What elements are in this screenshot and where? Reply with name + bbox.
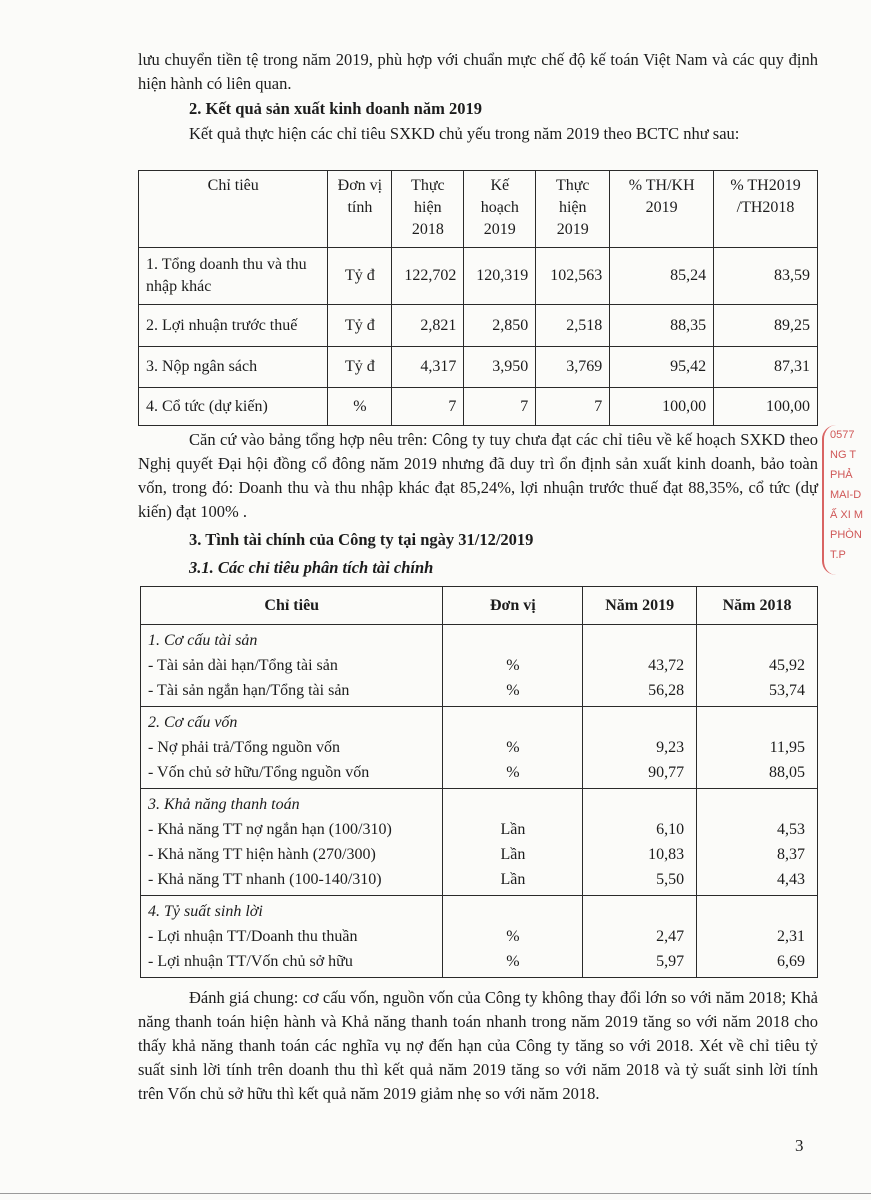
cell-value: 100,00 [610,388,714,426]
col-header-th-kh: % TH/KH 2019 [610,171,714,248]
stamp-line: T.P [830,549,846,561]
col-header-chi-tieu: Chỉ tiêu [139,171,328,248]
row-label: - Khả năng TT nhanh (100-140/310) [148,871,382,888]
table-row-group-co-cau-von [141,707,818,789]
group-cell-label [141,707,443,789]
cell-value: 2,850 [464,305,536,347]
row-label: - Nợ phải trả/Tổng nguồn vốn [148,739,340,756]
table-header-row [139,171,818,248]
cell-value: 56,28 [648,682,685,699]
table-row-group-kha-nang-thanh-toan [141,789,818,896]
row-label: 2. Lợi nhuận trước thuế [139,305,328,347]
row-unit: Lần [500,821,526,838]
stamp-line: Ấ XI M [830,509,864,521]
group-cell-label [141,789,443,896]
cell-value: 88,35 [610,305,714,347]
cell-value: 8,37 [777,846,805,863]
table-row [139,248,818,305]
cell-value: 2,47 [656,928,685,945]
section2-conclusion: Căn cứ vào bảng tổng hợp nêu trên: Công ty tuy chưa đạt các chỉ tiêu về kế hoạch SXKD theo Nghị quyết Đại hội đồng cổ đông năm 2019 nhưng đã duy trì ổn định sản xuất kinh doanh, bảo toàn vốn, trong đó: Doanh thu và thu nhập khác đạt 85,24%, lợi nhuận trước thuế đạt 88,35%, cổ tức (dự kiến) đạt 100% . [138,430,818,521]
cell-value: 5,50 [656,871,685,888]
page-bottom-divider [0,1193,871,1194]
cell-value: 3,769 [536,347,610,388]
cell-value: 89,25 [714,305,818,347]
cell-value: 102,563 [536,248,610,305]
section2-heading: 2. Kết quả sản xuất kinh doanh năm 2019 [189,99,482,118]
group-cell-2019 [583,625,697,707]
cell-value: 4,43 [777,871,805,888]
row-unit: Tỷ đ [328,305,392,347]
section3-heading: 3. Tình tài chính của Công ty tại ngày 31/12/2019 [189,530,534,549]
row-unit: Lần [500,846,526,863]
table-row-group-ty-suat-sinh-loi [141,896,818,978]
group-cell-label [141,896,443,978]
cell-value: 85,24 [610,248,714,305]
table-row [139,388,818,426]
col-header-nam-2019: Năm 2019 [583,587,697,625]
cell-value: 9,23 [656,739,685,756]
col-header-don-vi: Đơn vị [443,587,583,625]
group-cell-2019 [583,896,697,978]
cell-value: 43,72 [648,657,685,674]
group-cell-unit [443,625,583,707]
group-cell-2019 [583,789,697,896]
row-unit: % [506,764,520,781]
cell-value: 83,59 [714,248,818,305]
cell-value: 3,950 [464,347,536,388]
row-label: 4. Cổ tức (dự kiến) [139,388,328,426]
cell-value: 45,92 [769,657,805,674]
group-cell-2018 [697,625,818,707]
row-unit: % [506,739,520,756]
stamp-line: PHẢ [830,469,853,481]
cell-value: 88,05 [769,764,805,781]
col-header-th2019: Thực hiện 2019 [536,171,610,248]
cell-value: 6,10 [656,821,685,838]
cell-value: 100,00 [714,388,818,426]
row-unit: % [506,682,520,699]
group-cell-unit [443,707,583,789]
row-label: 1. Tổng doanh thu và thu nhập khác [139,248,328,305]
cell-value: 11,95 [769,739,805,756]
col-header-nam-2018: Năm 2018 [697,587,818,625]
group-cell-2019 [583,707,697,789]
row-unit: % [506,657,520,674]
row-label: - Lợi nhuận TT/Doanh thu thuần [148,928,358,945]
cell-value: 4,53 [777,821,805,838]
row-label: 3. Nộp ngân sách [139,347,328,388]
stamp-line: PHÒN [830,529,862,541]
section3-subheading: 3.1. Các chỉ tiêu phân tích tài chính [189,558,434,577]
cell-value: 7 [392,388,464,426]
row-label: - Khả năng TT hiện hành (270/300) [148,846,376,863]
assessment-paragraph: Đánh giá chung: cơ cấu vốn, nguồn vốn của Công ty không thay đổi lớn so với năm 2018; Khả năng thanh toán hiện hành và Khả năng thanh toán nhanh trong năm 2019 tăng so với năm 2018 cho thấy khả năng thanh toán các nghĩa vụ nợ đến hạn của Công ty tăng so với 2018. Xét về chỉ tiêu tỷ suất sinh lời tính trên doanh thu thì kết quả năm 2019 tăng so với năm 2018 và tỷ suất sinh lời tính trên Vốn chủ sở hữu thì kết quả năm 2019 giảm nhẹ so với năm 2018. [138,988,818,1103]
cell-value: 120,319 [464,248,536,305]
cell-value: 90,77 [648,764,685,781]
cell-value: 87,31 [714,347,818,388]
col-header-don-vi: Đơn vị tính [328,171,392,248]
row-label: - Tài sản ngắn hạn/Tổng tài sản [148,682,350,699]
row-unit: % [328,388,392,426]
section2-intro: Kết quả thực hiện các chỉ tiêu SXKD chủ yếu trong năm 2019 theo BCTC như sau: [189,124,740,143]
group-title: 3. Khả năng thanh toán [148,796,300,813]
row-label: - Khả năng TT nợ ngắn hạn (100/310) [148,821,392,838]
stamp-line: MAI-D [830,489,862,501]
col-header-chi-tieu: Chỉ tiêu [141,587,443,625]
group-title: 4. Tỷ suất sinh lời [148,903,263,920]
group-title: 1. Cơ cấu tài sản [148,632,258,649]
group-cell-unit [443,789,583,896]
row-unit: Lần [500,871,526,888]
stamp-line: 0577 [830,429,855,441]
group-title: 2. Cơ cấu vốn [148,714,238,731]
group-cell-unit [443,896,583,978]
page-number: 3 [795,1136,804,1155]
cell-value: 6,69 [777,953,805,970]
table-row [139,347,818,388]
row-label: - Vốn chủ sở hữu/Tổng nguồn vốn [148,764,370,781]
cell-value: 4,317 [392,347,464,388]
cell-value: 7 [464,388,536,426]
table-header-row [141,587,818,625]
stamp-line: NG T [830,449,857,461]
cell-value: 2,821 [392,305,464,347]
row-label: - Tài sản dài hạn/Tổng tài sản [148,657,338,674]
col-header-th2018: Thực hiện 2018 [392,171,464,248]
group-cell-2018 [697,707,818,789]
group-cell-2018 [697,896,818,978]
col-header-kh2019: Kế hoạch 2019 [464,171,536,248]
row-unit: % [506,928,520,945]
sxkd-results-table [138,170,818,426]
group-cell-label [141,625,443,707]
company-seal-stamp [822,425,871,575]
cell-value: 122,702 [392,248,464,305]
cell-value: 5,97 [656,953,685,970]
financial-indicators-table [140,586,818,978]
group-cell-2018 [697,789,818,896]
cell-value: 2,518 [536,305,610,347]
table-row [139,305,818,347]
cell-value: 53,74 [769,682,805,699]
table-row-group-co-cau-tai-san [141,625,818,707]
row-unit: Tỷ đ [328,347,392,388]
intro-paragraph: lưu chuyển tiền tệ trong năm 2019, phù hợp với chuẩn mực chế độ kế toán Việt Nam và các quy định hiện hành có liên quan. [138,50,818,93]
cell-value: 10,83 [648,846,685,863]
col-header-th-th: % TH2019 /TH2018 [714,171,818,248]
cell-value: 2,31 [777,928,805,945]
row-unit: % [506,953,520,970]
row-unit: Tỷ đ [328,248,392,305]
row-label: - Lợi nhuận TT/Vốn chủ sở hữu [148,953,353,970]
cell-value: 95,42 [610,347,714,388]
cell-value: 7 [536,388,610,426]
